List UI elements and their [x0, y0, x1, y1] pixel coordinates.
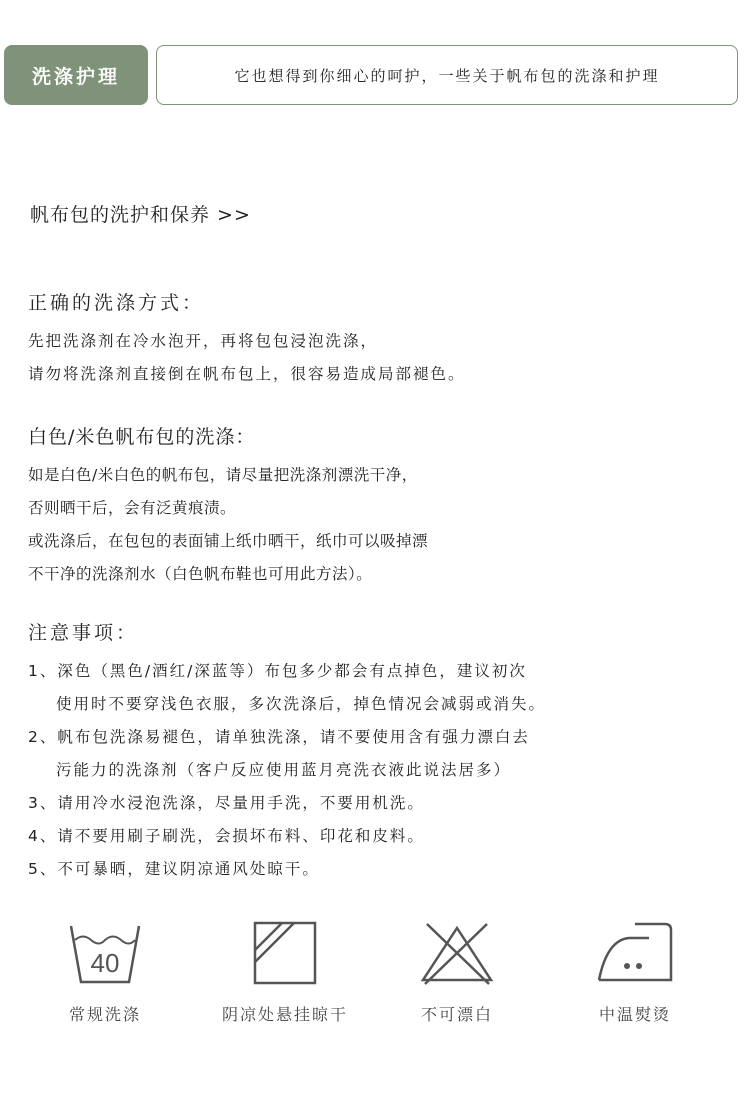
section-washing-method [28, 288, 466, 391]
note-number: 5、 [28, 860, 58, 878]
no-bleach-icon [417, 920, 497, 986]
section-white-bag [28, 422, 428, 591]
care-item-shade-dry [200, 920, 370, 1025]
note-item [28, 853, 546, 886]
note-text: 帆布包洗涤易褪色，请单独洗涤，请不要使用含有强力漂白去 [57, 728, 530, 746]
note-item [28, 655, 546, 688]
note-item [28, 787, 546, 820]
header-banner: 它也想得到你细心的呵护，一些关于帆布包的洗涤和护理 [156, 45, 738, 105]
section-title: 正确的洗涤方式： [28, 292, 205, 314]
care-item-iron [550, 920, 720, 1025]
section-tag: 洗涤护理 [4, 45, 148, 105]
care-label: 中温熨烫 [598, 1005, 671, 1024]
note-item [28, 721, 546, 754]
care-label: 常规洗涤 [68, 1005, 141, 1024]
care-item-wash [20, 920, 190, 1025]
body-line: 请勿将洗涤剂直接倒在帆布包上，很容易造成局部褪色。 [28, 365, 466, 383]
note-number: 2、 [28, 728, 58, 746]
note-number: 3、 [28, 794, 58, 812]
body-line: 或洗涤后，在包包的表面铺上纸巾晒干，纸巾可以吸掉漂 [28, 532, 429, 550]
note-number: 4、 [28, 827, 58, 845]
section-notes [28, 618, 546, 886]
care-item-no-bleach [372, 920, 542, 1025]
wash-40-icon [67, 920, 143, 986]
medium-iron-icon [595, 920, 675, 986]
note-text: 不可暴晒，建议阴凉通风处晾干。 [57, 860, 320, 878]
note-text: 请不要用刷子刷洗，会损坏布料、印花和皮料。 [57, 827, 425, 845]
body-line: 先把洗涤剂在冷水泡开，再将包包浸泡洗涤， [28, 332, 379, 350]
section-title: 注意事项： [28, 622, 139, 644]
page-header [4, 45, 740, 107]
note-text: 请用冷水浸泡洗涤，尽量用手洗，不要用机洗。 [57, 794, 425, 812]
care-icons-row [0, 920, 750, 1040]
body-line: 不干净的洗涤剂水（白色帆布鞋也可用此方法）。 [28, 565, 373, 583]
care-label: 不可漂白 [420, 1005, 493, 1024]
body-line: 如是白色/米白色的帆布包，请尽量把洗涤剂漂洗干净， [28, 466, 418, 484]
section-title: 白色/米色帆布包的洗涤： [28, 426, 256, 448]
wash-temperature: 40 [90, 948, 120, 978]
note-number: 1、 [28, 662, 58, 680]
shade-hang-dry-icon [252, 920, 318, 986]
note-text: 深色（黑色/酒红/深蓝等）布包多少都会有点掉色，建议初次 [57, 662, 527, 680]
note-item [28, 820, 546, 853]
note-text-continued: 使用时不要穿浅色衣服，多次洗涤后，掉色情况会减弱或消失。 [56, 695, 547, 713]
care-label: 阴凉处悬挂晾干 [221, 1005, 348, 1024]
note-text-continued: 污能力的洗涤剂（客户反应使用蓝月亮洗衣液此说法居多） [56, 761, 512, 779]
body-line: 否则晒干后，会有泛黄痕渍。 [28, 499, 237, 517]
intro-heading: 帆布包的洗护和保养 >> [30, 204, 251, 226]
